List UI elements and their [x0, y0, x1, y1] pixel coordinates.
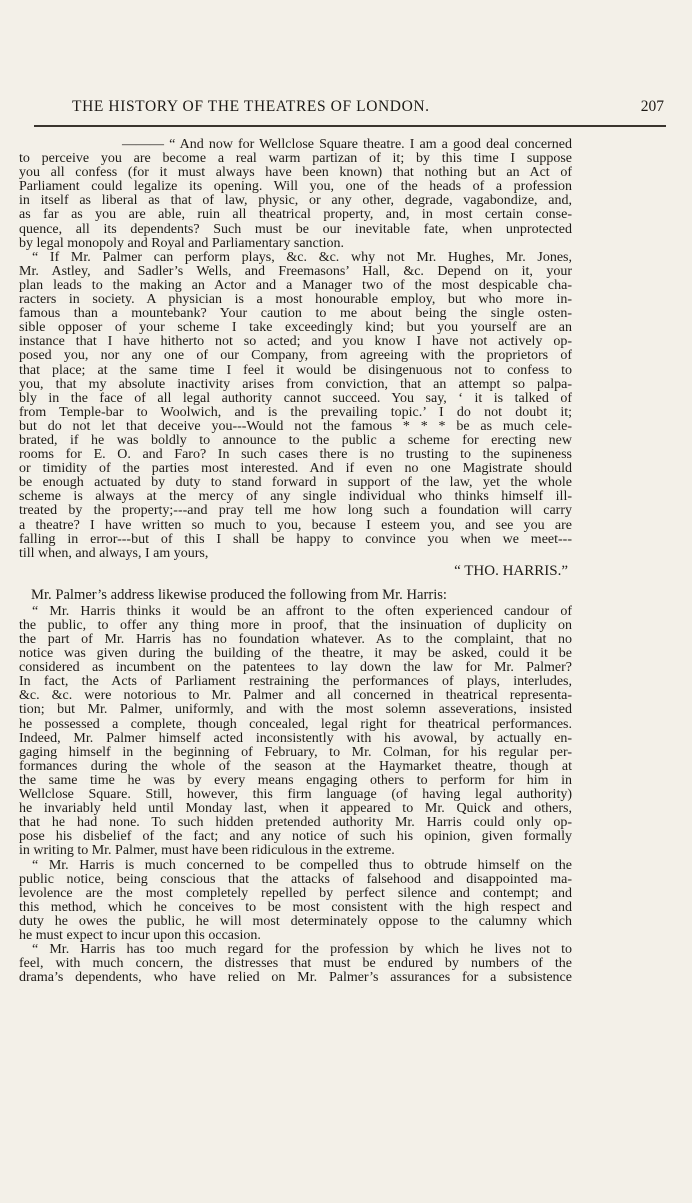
text-line: he must expect to incur upon this occasion.	[19, 927, 261, 943]
text-line: by legal monopoly and Royal and Parliamentary sanction.	[19, 235, 345, 251]
text-line: instance that I have hitherto not so acted; and you know I have not actively op-	[19, 334, 572, 350]
reply-lead: Mr. Palmer’s address likewise produced the following from Mr. Harris:	[31, 586, 447, 603]
text-line: the public, to offer any thing more in proof, that the insinuation of duplicity on	[19, 617, 572, 633]
running-head: THE HISTORY OF THE THEATRES OF LONDON.	[72, 98, 430, 115]
text-line: be enough actuated by duty to stand forward in support of the law, yet the whole	[19, 475, 572, 491]
text-line: Indeed, Mr. Palmer himself acted inconsistently with his avowal, by actually en-	[19, 730, 572, 746]
text-line: “ If Mr. Palmer can perform plays, &c. &c. why not Mr. Hughes, Mr. Jones,	[32, 249, 572, 265]
signature: “ THO. HARRIS.”	[454, 562, 568, 579]
text-line: levolence are the most completely repelled by perfect silence and contempt; and	[19, 885, 572, 901]
page-number: 207	[640, 98, 664, 115]
text-line: rooms for E. O. and Faro? In such cases there is no trusting to the supineness	[19, 447, 572, 463]
text-line: to perceive you are become a real warm partizan of it; by this time I suppose	[19, 151, 572, 167]
text-line: duty he owes the public, he will most determinately oppose to the calumny which	[19, 913, 572, 929]
text-line: he possessed a complete, though concealed, legal right for theatrical performances.	[19, 716, 572, 732]
text-line: famous than a mountebank? Your caution to me about being the single osten-	[19, 306, 572, 322]
text-line: racters in society. A physician is a most honourable employ, but who more in-	[19, 292, 572, 308]
text-line: scheme is always at the mercy of any single individual who thinks himself ill-	[19, 489, 572, 505]
text-line: but do not let that deceive you---Would not the famous * * * be as much cele-	[19, 418, 572, 434]
text-line: in writing to Mr. Palmer, must have been ridiculous in the extreme.	[19, 843, 395, 859]
text-line: that he had none. To such hidden pretended authority Mr. Harris could only op-	[19, 815, 572, 831]
text-line: you, that my absolute inactivity arises from conviction, that an attempt so palpa-	[19, 376, 572, 392]
text-line: posed you, nor any one of our Company, from agreeing with the proprietors of	[19, 348, 572, 364]
text-line: you all confess (for it must always have been known) that nothing but an Act of	[19, 165, 572, 181]
text-line: considered as incumbent on the patentees to lay down the law for Mr. Palmer?	[19, 660, 572, 676]
text-line: bly in the face of all legal authority cannot succeed. You say, ‘ it is talked of	[19, 390, 572, 406]
letter-block	[19, 138, 572, 581]
text-line: “ Mr. Harris thinks it would be an affront to the often experienced candour of	[32, 603, 572, 619]
text-line: falling in error---but of this I shall be happy to convince you when we meet---	[19, 531, 572, 547]
text-line: &c. &c. were notorious to Mr. Palmer and all concerned in theatrical representa-	[19, 688, 572, 704]
text-line: ——— “ And now for Wellclose Square theatre. I am a good deal concerned	[122, 138, 572, 152]
text-line: feel, with much concern, the distresses that must be endured by numbers of the	[19, 956, 572, 972]
text-line: he invariably held until Monday last, when it appeared to Mr. Quick and others,	[19, 801, 572, 817]
text-line: sible opposer of your scheme I take exceedingly kind; but you yourself are an	[19, 320, 572, 336]
text-line: quence, all its dependents? Such must be our inevitable fate, when unprotected	[19, 221, 572, 237]
text-line: public notice, being conscious that the attacks of falsehood and disappointed ma-	[19, 871, 572, 887]
text-line: drama’s dependents, who have relied on Mr. Palmer’s assurances for a subsistence	[19, 970, 572, 986]
text-line: brated, if he was boldly to announce to the public a scheme for erecting new	[19, 432, 572, 448]
text-line: this method, which he conceives to be most consistent with the high respect and	[19, 899, 572, 915]
text-line: from Temple-bar to Woolwich, and is the prevailing topic.’ I do not doubt it;	[19, 404, 572, 420]
page-header	[18, 98, 674, 122]
text-line: that place; at the same time I feel it would be disingenuous not to confess to	[19, 362, 572, 378]
text-line: treated by the property;---and pray tell me how long such a foundation will carry	[19, 503, 572, 519]
text-line: Parliament could legalize its opening. Will you, one of the heads of a profession	[19, 179, 572, 195]
text-line: In fact, the Acts of Parliament restraining the performances of plays, interludes,	[19, 674, 572, 690]
text-line: in itself as liberal as that of law, physic, or any other, degrade, vagabondize, and,	[19, 193, 572, 209]
text-line: tion; but Mr. Palmer, uniformly, and with the most solemn asseverations, insisted	[19, 702, 572, 718]
text-line: the same time he was by every means engaging others to perform for him in	[19, 772, 572, 788]
text-line: as far as you are able, ruin all theatrical property, and, in most certain conse-	[19, 207, 572, 223]
text-line: a theatre? I have written so much to you, because I esteem you, and see you are	[19, 517, 572, 533]
body-text	[19, 138, 572, 1198]
text-line: “ Mr. Harris is much concerned to be compelled thus to obtrude himself on the	[32, 857, 572, 873]
text-line: gaging himself in the beginning of February, to Mr. Colman, for his regular per-	[19, 744, 572, 760]
text-line: Wellclose Square. Still, however, this firm language (of having legal authority)	[19, 787, 572, 803]
text-line: “ Mr. Harris has too much regard for the profession by which he lives not to	[32, 942, 572, 958]
text-line: till when, and always, I am yours,	[19, 545, 209, 561]
text-line: formances during the whole of the season at the Haymarket theatre, though at	[19, 758, 572, 774]
text-line: notice was given during the building of the theatre, it may be asked, could it be	[19, 646, 572, 662]
text-line: or timidity of the parties most interested. And if even no one Magistrate should	[19, 461, 572, 477]
text-line: Mr. Astley, and Sadler’s Wells, and Freemasons’ Hall, &c. Depend on it, your	[19, 263, 572, 279]
header-rule	[34, 125, 666, 127]
text-line: the part of Mr. Harris has no foundation whatever. As to the complaint, that no	[19, 632, 572, 647]
text-line: plan leads to the making an Actor and a Manager two of the most despicable cha-	[19, 277, 572, 293]
reply-block	[19, 586, 572, 986]
text-line: pose his disbelief of the fact; and any notice of such his opinion, given formally	[19, 829, 572, 845]
